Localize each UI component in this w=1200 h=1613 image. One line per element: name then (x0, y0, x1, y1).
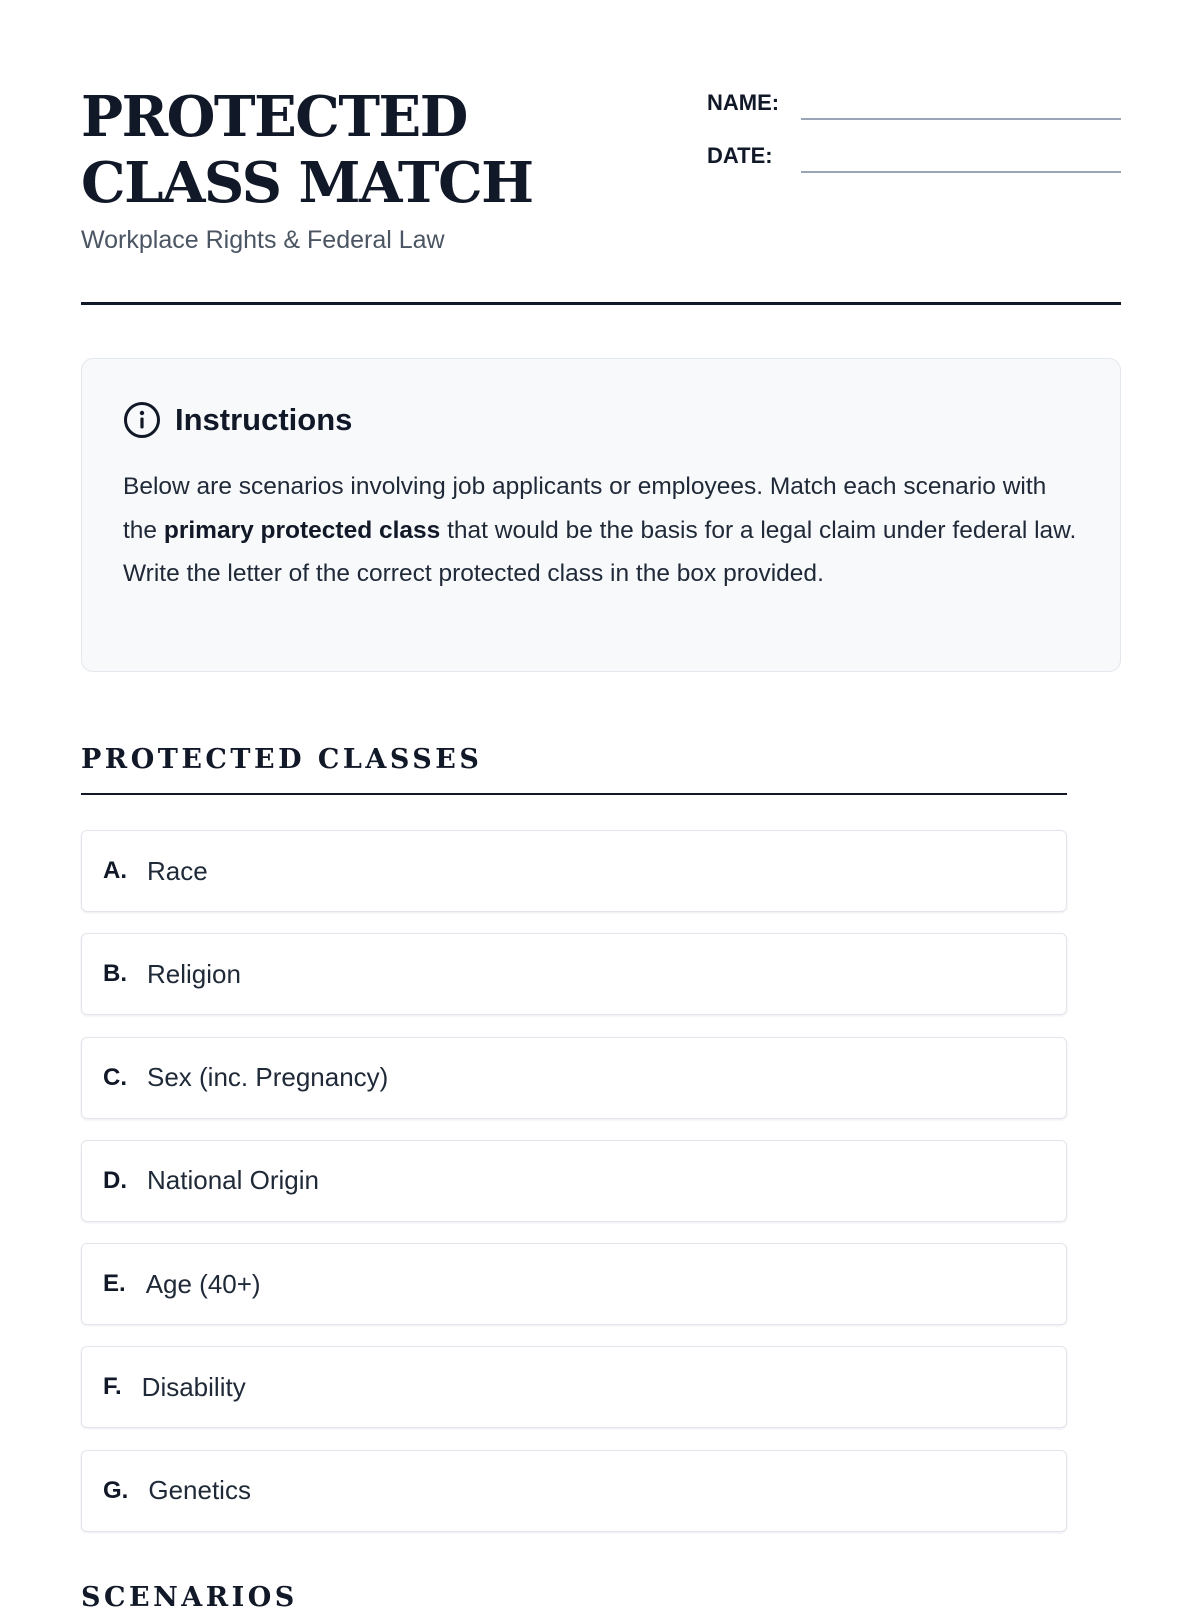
class-option-e (81, 1243, 1067, 1325)
protected-classes-list (81, 830, 1067, 1553)
class-name: Religion (147, 958, 241, 989)
date-label: DATE: (707, 143, 773, 168)
worksheet-page (81, 0, 1121, 1613)
class-option-c (81, 1037, 1067, 1119)
instructions-panel (81, 358, 1121, 672)
instructions-heading (123, 401, 1080, 439)
class-name: National Origin (147, 1165, 319, 1196)
instructions-text-start: Below are scenarios involving job applicants or employees. Match each scenario with the (123, 473, 1047, 544)
instructions-text-end: that would be the basis for a legal claim under federal law. Write the letter of the correct protected class in the box provided. (123, 516, 1077, 587)
page-subtitle: Workplace Rights & Federal Law (81, 226, 445, 254)
class-name: Race (147, 855, 208, 886)
date-field-row (707, 137, 1121, 173)
instructions-text (123, 465, 1080, 596)
class-option-g (81, 1450, 1067, 1532)
date-input[interactable] (801, 139, 1121, 173)
name-field-row (707, 84, 1121, 120)
class-name: Age (40+) (145, 1268, 261, 1299)
class-option-a (81, 830, 1067, 912)
class-option-d (81, 1140, 1067, 1222)
class-option-b (81, 933, 1067, 1015)
student-info-fields (707, 84, 1121, 190)
class-letter: E. (103, 1270, 126, 1298)
scenarios-heading: SCENARIOS (81, 1582, 298, 1613)
class-name: Genetics (148, 1475, 251, 1506)
class-letter: A. (103, 857, 127, 884)
instructions-title: Instructions (175, 402, 353, 437)
instructions-text-emphasis: primary protected class (163, 516, 441, 544)
class-letter: C. (103, 1063, 127, 1091)
class-name: Sex (inc. Pregnancy) (147, 1062, 389, 1093)
name-input[interactable] (801, 86, 1121, 120)
class-option-f (81, 1346, 1067, 1428)
class-letter: G. (103, 1476, 129, 1504)
class-letter: F. (103, 1373, 122, 1401)
protected-classes-heading: PROTECTED CLASSES (81, 744, 1067, 795)
class-letter: B. (103, 960, 127, 988)
worksheet-header (81, 0, 1121, 305)
page-title: PROTECTED CLASS MATCH (81, 84, 533, 216)
name-label: NAME: (707, 90, 780, 115)
info-icon (123, 401, 161, 439)
class-name: Disability (141, 1371, 246, 1402)
class-letter: D. (103, 1166, 127, 1194)
